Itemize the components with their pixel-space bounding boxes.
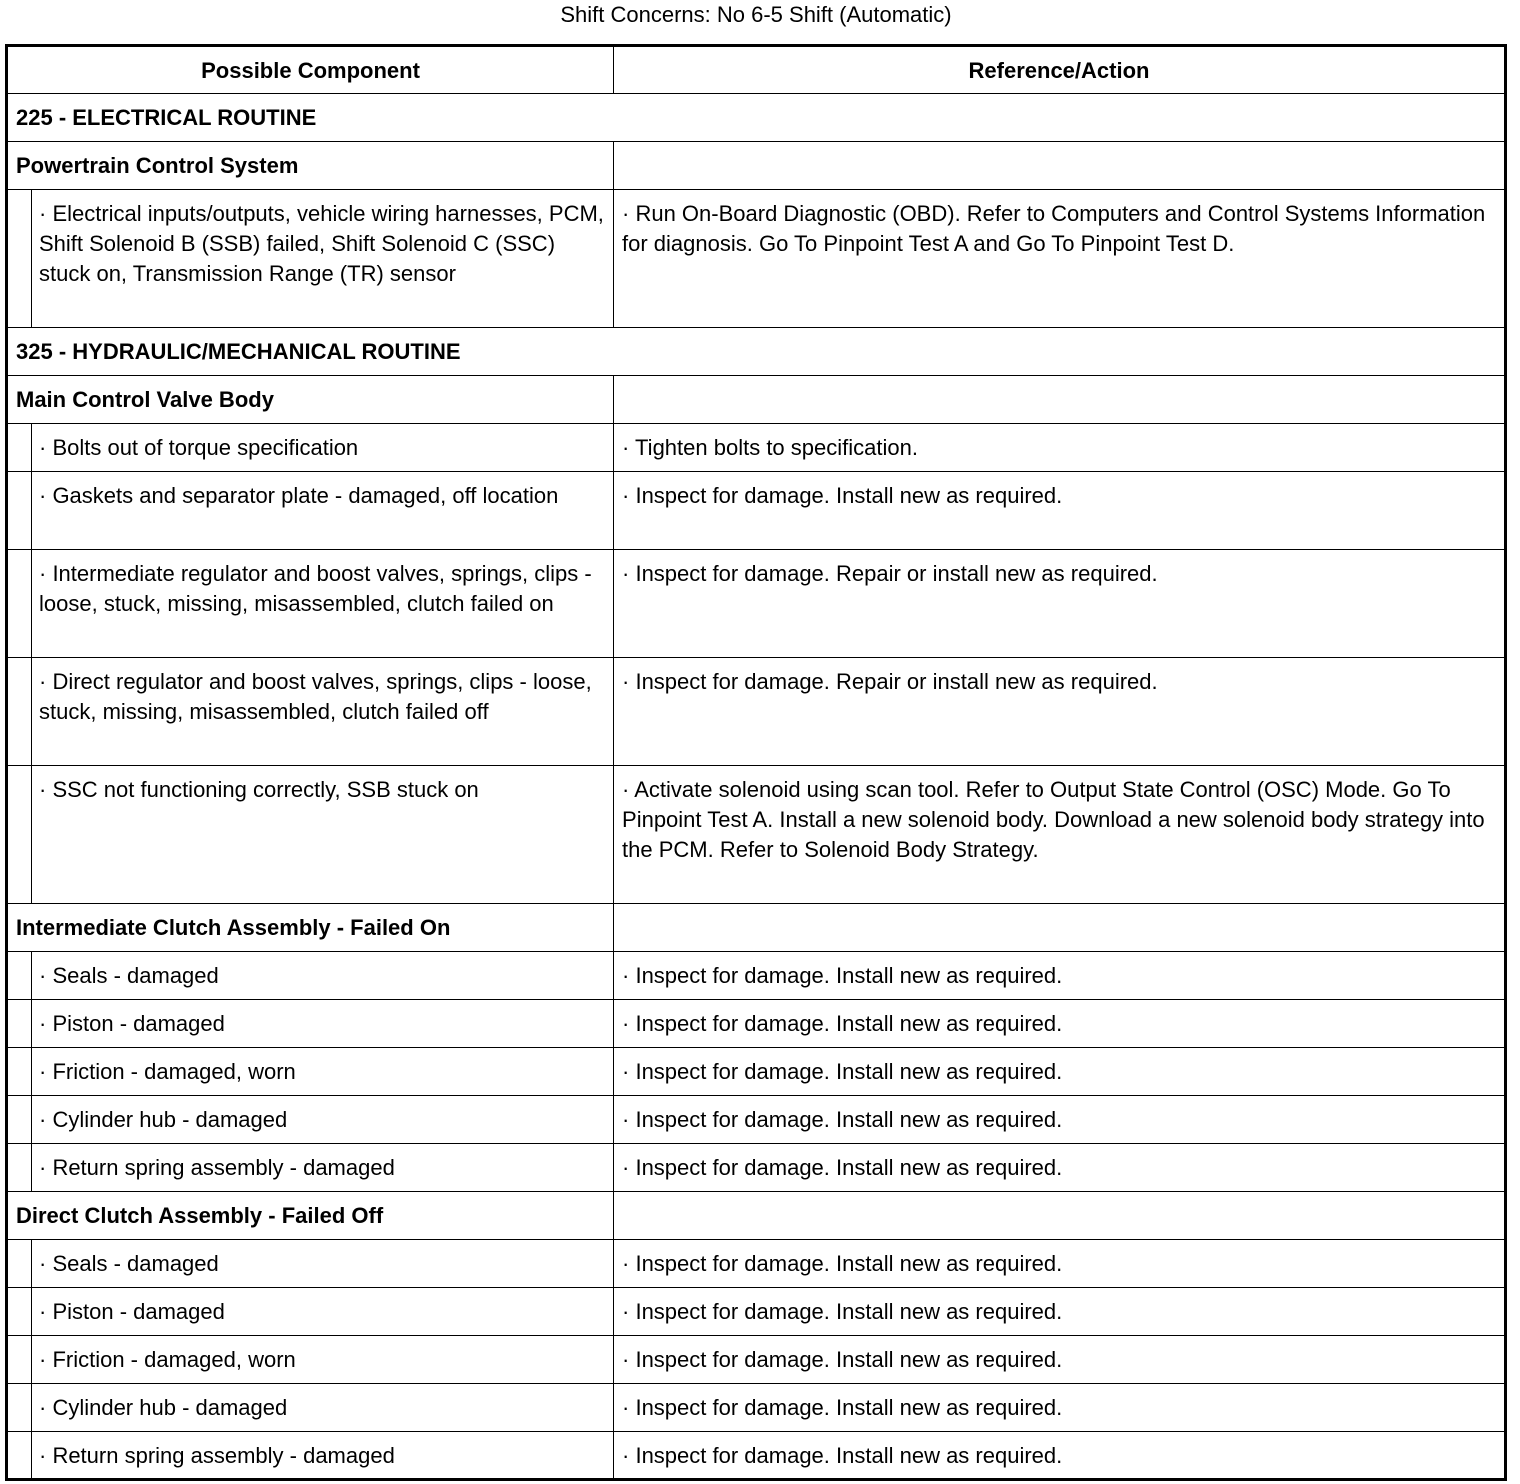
section-title: 325 - HYDRAULIC/MECHANICAL ROUTINE xyxy=(7,328,1506,376)
table-row xyxy=(7,1096,1506,1144)
indent-cell xyxy=(7,658,32,766)
section-row xyxy=(7,94,1506,142)
table-row xyxy=(7,1384,1506,1432)
indent-cell xyxy=(7,1096,32,1144)
component-cell: · Piston - damaged xyxy=(32,1000,614,1048)
component-cell: · Seals - damaged xyxy=(32,952,614,1000)
group-action-empty xyxy=(614,904,1506,952)
table-row xyxy=(7,424,1506,472)
group-title: Direct Clutch Assembly - Failed Off xyxy=(7,1192,614,1240)
section-row xyxy=(7,328,1506,376)
component-cell: · Gaskets and separator plate - damaged, off location xyxy=(32,472,614,550)
indent-cell xyxy=(7,1000,32,1048)
action-cell: · Inspect for damage. Install new as required. xyxy=(614,1288,1506,1336)
table-row xyxy=(7,952,1506,1000)
component-cell: · Electrical inputs/outputs, vehicle wiring harnesses, PCM, Shift Solenoid B (SSB) failed, Shift Solenoid C (SSC) stuck on, Transmission Range (TR) sensor xyxy=(32,190,614,328)
indent-cell xyxy=(7,766,32,904)
group-title: Powertrain Control System xyxy=(7,142,614,190)
action-cell: · Inspect for damage. Install new as required. xyxy=(614,1384,1506,1432)
indent-cell xyxy=(7,1432,32,1480)
component-cell: · Seals - damaged xyxy=(32,1240,614,1288)
action-cell: · Inspect for damage. Install new as required. xyxy=(614,1000,1506,1048)
document-title: Shift Concerns: No 6-5 Shift (Automatic) xyxy=(560,2,952,27)
table-row xyxy=(7,766,1506,904)
action-cell: · Inspect for damage. Install new as required. xyxy=(614,1240,1506,1288)
component-cell: · Friction - damaged, worn xyxy=(32,1336,614,1384)
component-cell: · Bolts out of torque specification xyxy=(32,424,614,472)
action-cell: · Inspect for damage. Install new as required. xyxy=(614,952,1506,1000)
header-possible-component: Possible Component xyxy=(7,46,614,94)
section-title: 225 - ELECTRICAL ROUTINE xyxy=(7,94,1506,142)
action-cell: · Inspect for damage. Install new as required. xyxy=(614,1336,1506,1384)
indent-cell xyxy=(7,190,32,328)
table-row xyxy=(7,658,1506,766)
table-row xyxy=(7,1048,1506,1096)
group-action-empty xyxy=(614,1192,1506,1240)
component-cell: · Piston - damaged xyxy=(32,1288,614,1336)
component-cell: · SSC not functioning correctly, SSB stuck on xyxy=(32,766,614,904)
component-cell: · Friction - damaged, worn xyxy=(32,1048,614,1096)
action-cell: · Inspect for damage. Install new as required. xyxy=(614,1096,1506,1144)
table-row xyxy=(7,1336,1506,1384)
table-row xyxy=(7,550,1506,658)
table-row xyxy=(7,1240,1506,1288)
table-header-row xyxy=(7,46,1506,94)
action-cell: · Inspect for damage. Install new as required. xyxy=(614,1432,1506,1480)
table-row xyxy=(7,472,1506,550)
action-cell: · Inspect for damage. Install new as required. xyxy=(614,472,1506,550)
group-action-empty xyxy=(614,142,1506,190)
indent-cell xyxy=(7,952,32,1000)
table-row xyxy=(7,1432,1506,1480)
component-cell: · Return spring assembly - damaged xyxy=(32,1432,614,1480)
indent-cell xyxy=(7,1144,32,1192)
indent-cell xyxy=(7,472,32,550)
indent-cell xyxy=(7,1048,32,1096)
component-cell: · Cylinder hub - damaged xyxy=(32,1384,614,1432)
table-row xyxy=(7,1144,1506,1192)
group-title: Intermediate Clutch Assembly - Failed On xyxy=(7,904,614,952)
group-row xyxy=(7,376,1506,424)
group-row xyxy=(7,142,1506,190)
indent-cell xyxy=(7,424,32,472)
action-cell: · Run On-Board Diagnostic (OBD). Refer to Computers and Control Systems Information for diagnosis. Go To Pinpoint Test A and Go To Pinpoint Test D. xyxy=(614,190,1506,328)
table-body xyxy=(7,94,1506,1480)
indent-cell xyxy=(7,1384,32,1432)
action-cell: · Inspect for damage. Repair or install new as required. xyxy=(614,658,1506,766)
action-cell: · Tighten bolts to specification. xyxy=(614,424,1506,472)
action-cell: · Inspect for damage. Install new as required. xyxy=(614,1144,1506,1192)
action-cell: · Inspect for damage. Repair or install new as required. xyxy=(614,550,1506,658)
indent-cell xyxy=(7,1240,32,1288)
component-cell: · Intermediate regulator and boost valves, springs, clips - loose, stuck, missing, misassembled, clutch failed on xyxy=(32,550,614,658)
header-reference-action: Reference/Action xyxy=(614,46,1506,94)
action-cell: · Activate solenoid using scan tool. Refer to Output State Control (OSC) Mode. Go To Pinpoint Test A. Install a new solenoid body. Download a new solenoid body strategy into the PCM. Refer to Solenoid Body Strategy. xyxy=(614,766,1506,904)
indent-cell xyxy=(7,550,32,658)
component-cell: · Return spring assembly - damaged xyxy=(32,1144,614,1192)
table-row xyxy=(7,1288,1506,1336)
indent-cell xyxy=(7,1336,32,1384)
shift-concerns-table xyxy=(5,44,1507,1481)
group-title: Main Control Valve Body xyxy=(7,376,614,424)
group-action-empty xyxy=(614,376,1506,424)
component-cell: · Direct regulator and boost valves, springs, clips - loose, stuck, missing, misassembled, clutch failed off xyxy=(32,658,614,766)
table-row xyxy=(7,190,1506,328)
table-row xyxy=(7,1000,1506,1048)
component-cell: · Cylinder hub - damaged xyxy=(32,1096,614,1144)
action-cell: · Inspect for damage. Install new as required. xyxy=(614,1048,1506,1096)
group-row xyxy=(7,904,1506,952)
indent-cell xyxy=(7,1288,32,1336)
group-row xyxy=(7,1192,1506,1240)
